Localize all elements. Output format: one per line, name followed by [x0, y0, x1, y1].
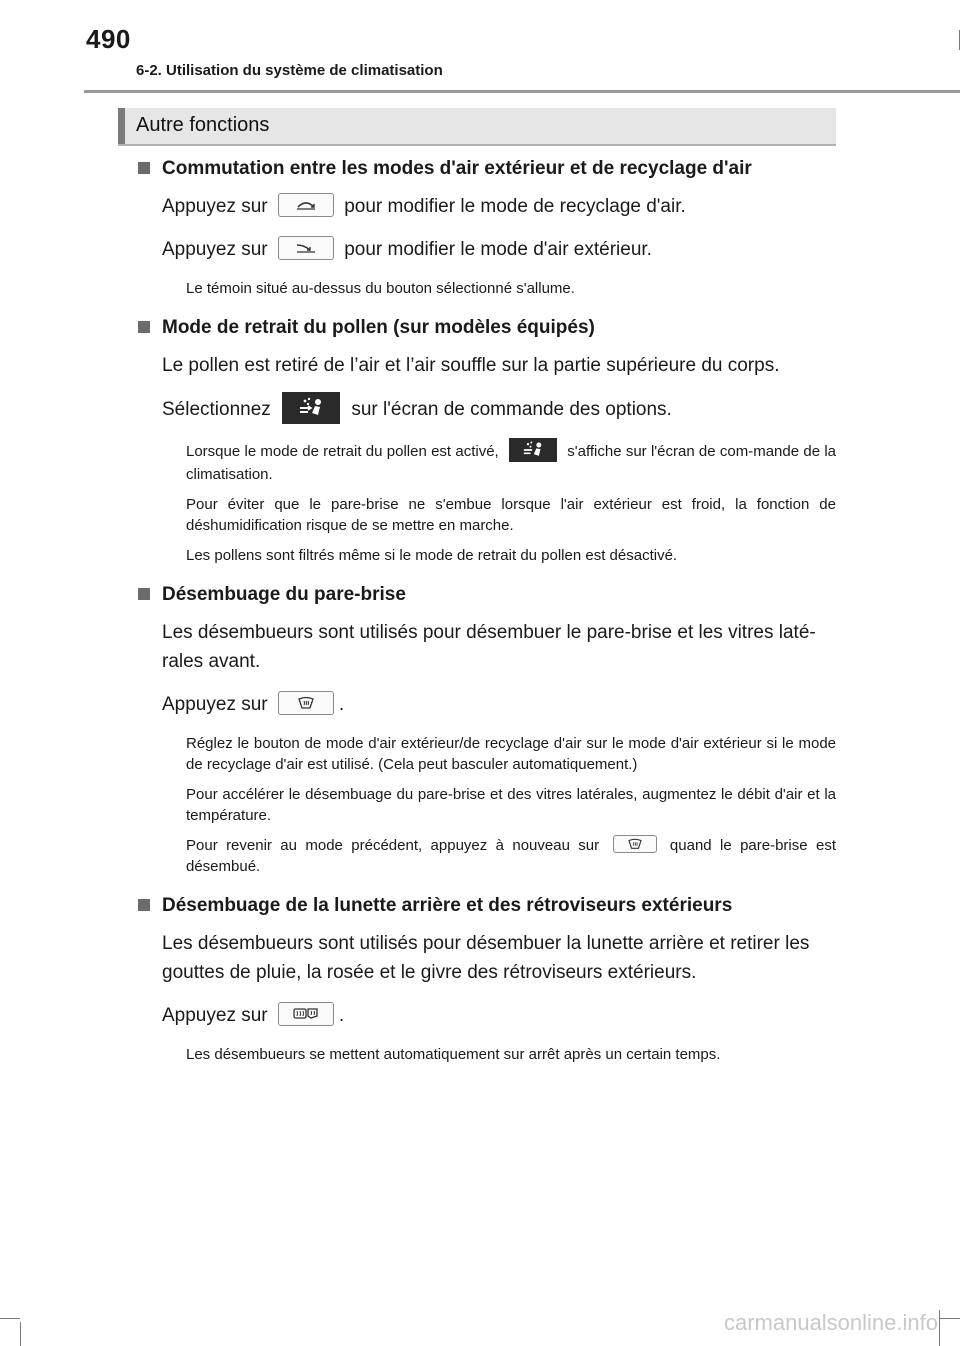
pollen-removal-icon — [296, 396, 326, 420]
text: Sélectionnez — [162, 399, 271, 421]
text: quand le pare-brise est désembué. — [186, 837, 836, 875]
instruction — [162, 235, 836, 264]
note: Le témoin situé au-dessus du bouton sélectionné s'allume. — [186, 280, 575, 297]
text: s'affiche sur l'écran de com-mande de la climatisation. — [186, 442, 836, 483]
paragraph: Le pollen est retiré de l’air et l’air souffle sur la partie supérieure du corps. — [162, 355, 780, 376]
instruction — [162, 1001, 836, 1030]
section-recirculation — [138, 158, 836, 299]
text: pour modifier le mode d'air extérieur. — [344, 239, 652, 260]
note: Les désembueurs se mettent automatiquement sur arrêt après un certain temps. — [186, 1046, 721, 1063]
recirculation-button[interactable] — [278, 193, 334, 217]
text: Appuyez sur — [162, 694, 268, 715]
instruction — [162, 394, 836, 426]
square-bullet-icon — [138, 899, 150, 911]
pollen-removal-icon — [520, 440, 546, 460]
instruction — [162, 690, 836, 719]
rear-defogger-icon — [293, 1007, 319, 1021]
windshield-defogger-button[interactable] — [278, 691, 334, 715]
outside-air-icon — [295, 242, 317, 254]
page-number: 490 — [86, 24, 131, 54]
crop-mark — [20, 1322, 21, 1346]
watermark: carmanualsonline.info — [723, 1310, 938, 1335]
heading-text: Désembuage du pare-brise — [162, 584, 406, 605]
heading-text: Commutation entre les modes d'air extérieur et de recyclage d'air — [162, 158, 752, 179]
text: Pour revenir au mode précédent, appuyez à nouveau sur — [186, 837, 600, 854]
pollen-removal-button[interactable] — [282, 392, 340, 424]
note: Pour accélérer le désembuage du pare-brise et des vitres latérales, augmentez le débit d'air et la température. — [186, 786, 836, 824]
text: . — [338, 1005, 345, 1026]
section-heading — [138, 895, 836, 917]
section-rear-defog — [138, 895, 836, 1065]
text: Lorsque le mode de retrait du pollen est activé, — [186, 442, 499, 460]
section-bar-accent — [118, 108, 125, 144]
note — [186, 835, 836, 877]
windshield-defogger-button[interactable] — [613, 835, 657, 853]
crop-mark — [939, 1310, 940, 1346]
text: Appuyez sur — [162, 1005, 268, 1026]
pollen-indicator — [509, 438, 557, 462]
square-bullet-icon — [138, 588, 150, 600]
section-heading — [138, 584, 836, 606]
note: Pour éviter que le pare-brise ne s'embue lorsque l'air extérieur est froid, la fonction de déshumidification risque de se mettre en marche. — [186, 496, 836, 534]
text: Appuyez sur — [162, 239, 268, 260]
square-bullet-icon — [138, 321, 150, 333]
crop-mark — [0, 1318, 20, 1319]
rear-defogger-button[interactable] — [278, 1002, 334, 1026]
note: Les pollens sont filtrés même si le mode de retrait du pollen est désactivé. — [186, 547, 678, 564]
square-bullet-icon — [138, 162, 150, 174]
section-pollen — [138, 317, 836, 566]
content — [138, 158, 836, 1083]
recirculation-icon — [295, 199, 317, 211]
text: pour modifier le mode de recyclage d'air. — [344, 196, 686, 217]
section-heading — [138, 158, 836, 180]
note: Réglez le bouton de mode d'air extérieur/de recyclage d'air sur le mode d'air extérieur si le mode de recyclage d'air est utilisé. (Cela peut basculer automatiquement.) — [186, 735, 836, 773]
section-title: Autre fonctions — [136, 114, 270, 136]
section-heading — [138, 317, 836, 339]
windshield-defogger-icon — [298, 696, 314, 710]
text: Appuyez sur — [162, 196, 268, 217]
note — [186, 440, 836, 485]
header-title: 6-2. Utilisation du système de climatisation — [136, 62, 443, 79]
section-windshield-defog — [138, 584, 836, 877]
instruction — [162, 192, 836, 221]
section-bar — [118, 108, 836, 146]
paragraph: Les désembueurs sont utilisés pour désembuer le pare-brise et les vitres laté-rales avant. — [162, 622, 816, 672]
text: . — [338, 694, 345, 715]
paragraph: Les désembueurs sont utilisés pour désembuer la lunette arrière et retirer les gouttes de pluie, la rosée et le givre des rétroviseurs extérieurs. — [162, 933, 810, 983]
text: sur l'écran de commande des options. — [351, 399, 672, 421]
crop-mark — [940, 1318, 960, 1319]
header-rule — [84, 90, 960, 93]
heading-text: Désembuage de la lunette arrière et des rétroviseurs extérieurs — [162, 895, 733, 916]
windshield-defogger-icon — [628, 838, 642, 850]
outside-air-button[interactable] — [278, 236, 334, 260]
heading-text: Mode de retrait du pollen (sur modèles équipés) — [162, 317, 595, 338]
